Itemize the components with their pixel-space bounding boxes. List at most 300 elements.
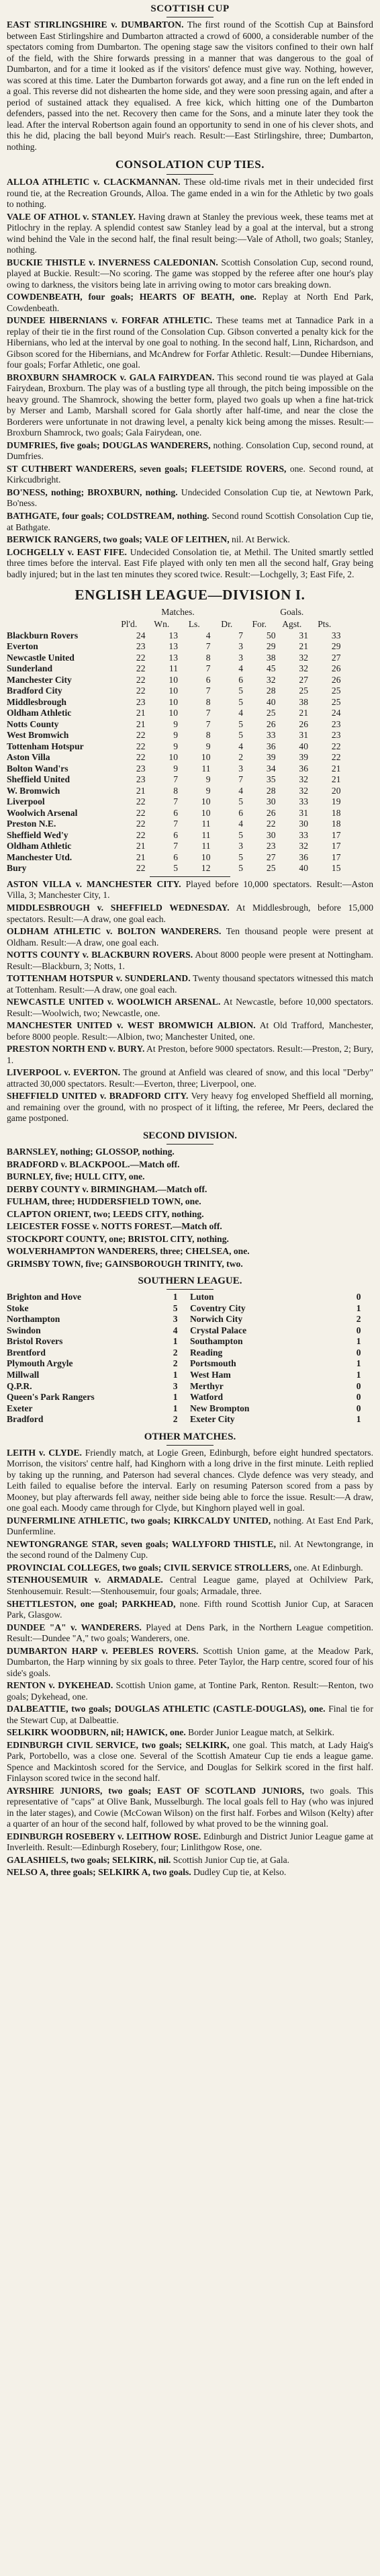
stat-d: 5 bbox=[238, 829, 243, 840]
table-row bbox=[7, 1358, 373, 1370]
table-row bbox=[7, 1403, 373, 1415]
stat-l: 12 bbox=[201, 863, 211, 874]
report-heading: PRESTON NORTH END v. BURY. bbox=[7, 1044, 145, 1054]
match-report bbox=[7, 487, 373, 509]
report-heading: LEITH v. CLYDE. bbox=[7, 1447, 82, 1458]
stat-w: 9 bbox=[173, 730, 178, 741]
report-heading: NOTTS COUNTY v. BLACKBURN ROVERS. bbox=[7, 950, 193, 960]
away-team: Portsmouth bbox=[189, 1358, 236, 1369]
stat-w: 13 bbox=[169, 641, 178, 652]
match-report bbox=[7, 1740, 373, 1784]
report-heading: BERWICK RANGERS, two goals; VALE OF LEITHEN, bbox=[7, 534, 230, 545]
stat-d: 4 bbox=[238, 741, 243, 751]
team-name: Liverpool bbox=[7, 796, 45, 807]
stat-a: 33 bbox=[299, 829, 308, 840]
table-row bbox=[7, 685, 373, 697]
home-team: Queen's Park Rangers bbox=[7, 1392, 95, 1403]
stat-a: 32 bbox=[299, 841, 308, 851]
goals-group-header: Goals. bbox=[280, 606, 304, 617]
table-row bbox=[7, 1347, 373, 1359]
team-name: Sunderland bbox=[7, 663, 53, 674]
report-heading: DUNDEE HIBERNIANS v. FORFAR ATHLETIC. bbox=[7, 315, 213, 326]
stat-pts: 29 bbox=[331, 641, 341, 652]
stat-pts: 24 bbox=[331, 708, 341, 718]
stat-f: 30 bbox=[266, 796, 276, 807]
table-row bbox=[7, 1325, 373, 1337]
row-spacer bbox=[341, 863, 374, 874]
stat-f: 22 bbox=[266, 819, 276, 829]
stat-f: 25 bbox=[266, 708, 276, 718]
stat-w: 6 bbox=[173, 807, 178, 818]
stat-a: 21 bbox=[299, 641, 308, 652]
table-row bbox=[7, 719, 373, 731]
report-text: Ten thousand people were present at Oldham. Result:—A draw, one goal each. bbox=[7, 926, 374, 948]
report-heading: RENTON v. DYKEHEAD. bbox=[7, 1680, 113, 1691]
table-row bbox=[7, 641, 373, 653]
stat-a: 30 bbox=[299, 819, 308, 829]
stat-f: 45 bbox=[266, 663, 276, 674]
team-name: Oldham Athletic bbox=[7, 708, 72, 718]
row-spacer bbox=[341, 808, 374, 819]
report-heading: LOCHGELLY v. EAST FIFE. bbox=[7, 546, 127, 557]
stat-pts: 33 bbox=[331, 630, 341, 640]
stat-a: 36 bbox=[299, 763, 308, 774]
report-text: Replay at North End Park, Cowdenbeath. bbox=[7, 292, 373, 313]
report-heading: DUMBARTON HARP v. PEEBLES ROVERS. bbox=[7, 1645, 199, 1656]
stat-w: 8 bbox=[173, 785, 178, 796]
away-score: 2 bbox=[356, 1314, 361, 1325]
report-text: Edinburgh and District Junior League game at Inverleith. Result:—Edinburgh Rosebery, four; Linlithgow Rose, one. bbox=[7, 1831, 373, 1853]
match-report bbox=[7, 1575, 373, 1597]
match-report bbox=[7, 1855, 373, 1866]
stat-d: 4 bbox=[238, 663, 243, 674]
row-spacer bbox=[341, 630, 374, 642]
stat-a: 32 bbox=[299, 774, 308, 785]
report-heading: OLDHAM ATHLETIC v. BOLTON WANDERERS. bbox=[7, 926, 222, 937]
report-text: Final tie for the Stewart Cup, at Dalbeattie. bbox=[7, 1704, 373, 1725]
match-report bbox=[7, 950, 373, 972]
stat-d: 3 bbox=[238, 841, 243, 851]
stat-p: 23 bbox=[136, 763, 146, 774]
result-line: GRIMSBY TOWN, five; GAINSBOROUGH TRINITY, two. bbox=[7, 1258, 243, 1269]
row-spacer bbox=[341, 752, 374, 763]
stat-pts: 25 bbox=[331, 696, 341, 707]
result-line: BRADFORD v. BLACKPOOL.—Match off. bbox=[7, 1159, 180, 1169]
table-row bbox=[7, 796, 373, 808]
stat-l: 10 bbox=[201, 796, 211, 807]
division-one-heading: ENGLISH LEAGUE—DIVISION I. bbox=[75, 587, 305, 604]
row-spacer bbox=[341, 841, 374, 852]
stat-p: 22 bbox=[136, 685, 146, 696]
report-text: Border Junior League match, at Selkirk. bbox=[185, 1727, 334, 1738]
stat-pts: 15 bbox=[331, 863, 341, 874]
away-score: 0 bbox=[356, 1392, 361, 1403]
team-name: Sheffield United bbox=[7, 774, 70, 785]
stat-p: 23 bbox=[136, 696, 146, 707]
stat-p: 21 bbox=[136, 851, 146, 862]
home-score: 1 bbox=[173, 1403, 178, 1413]
column-header: Agst. bbox=[282, 619, 302, 630]
column-header-spacer bbox=[341, 619, 374, 630]
stat-a: 33 bbox=[299, 796, 308, 807]
stat-d: 5 bbox=[238, 685, 243, 696]
stat-f: 39 bbox=[266, 752, 276, 763]
stat-d: 5 bbox=[238, 730, 243, 741]
team-name: Woolwich Arsenal bbox=[7, 807, 78, 818]
other-matches-heading: OTHER MATCHES. bbox=[144, 1431, 236, 1442]
report-heading: BROXBURN SHAMROCK v. GALA FAIRYDEAN. bbox=[7, 372, 215, 382]
table-row bbox=[7, 863, 373, 874]
team-name: Oldham Athletic bbox=[7, 841, 72, 851]
report-heading: VALE OF ATHOL v. STANLEY. bbox=[7, 211, 136, 222]
stat-l: 9 bbox=[205, 785, 211, 796]
match-report bbox=[7, 19, 373, 153]
column-header: Dr. bbox=[221, 619, 233, 630]
match-report bbox=[7, 257, 373, 291]
stat-w: 6 bbox=[173, 851, 178, 862]
away-team: Coventry City bbox=[189, 1302, 246, 1313]
stat-f: 25 bbox=[266, 863, 276, 874]
stat-pts: 17 bbox=[331, 829, 341, 840]
stat-p: 23 bbox=[136, 641, 146, 652]
row-spacer bbox=[341, 653, 374, 664]
report-text: one. At Edinburgh. bbox=[291, 1562, 363, 1573]
team-name: Aston Villa bbox=[7, 752, 50, 763]
table-row bbox=[7, 1370, 373, 1381]
report-heading: TOTTENHAM HOTSPUR v. SUNDERLAND. bbox=[7, 973, 191, 984]
report-text: At Old Trafford, Manchester, before 8000 people. Result:—Albion, two; Manchester United, one. bbox=[7, 1020, 373, 1042]
table-row bbox=[7, 819, 373, 830]
table-row bbox=[7, 786, 373, 797]
stat-l: 11 bbox=[201, 819, 211, 829]
table-row bbox=[7, 1414, 373, 1425]
stat-f: 26 bbox=[266, 718, 276, 729]
report-text: These teams met at Tannadice Park in a replay of their tie in the first round of the Consolation Cup. Gibson converted a penalty kick for the Hibernians, who led at the interval by one goal to nothing. In the second half, Linn, Richardson, and Gibson scored for the Hibernians, and McAndrew for Forfar Athletic. Result:—Dundee Hibernians, four goals; Forfar Athletic, one goal. bbox=[7, 315, 373, 370]
home-score: 4 bbox=[173, 1325, 178, 1335]
row-spacer bbox=[341, 697, 374, 708]
match-report bbox=[7, 1044, 373, 1066]
home-score: 3 bbox=[173, 1314, 178, 1325]
stat-w: 9 bbox=[173, 718, 178, 729]
stat-w: 5 bbox=[173, 863, 178, 874]
stat-f: 28 bbox=[266, 685, 276, 696]
stat-a: 40 bbox=[299, 741, 308, 751]
report-heading: STENHOUSEMUIR v. ARMADALE. bbox=[7, 1575, 163, 1585]
report-text: one. Second round, at Kirkcudbright. bbox=[7, 463, 374, 485]
stat-pts: 17 bbox=[331, 851, 341, 862]
stat-pts: 18 bbox=[331, 807, 341, 818]
home-team: Q.P.R. bbox=[7, 1380, 32, 1391]
report-text: Dudley Cup tie, at Kelso. bbox=[191, 1867, 287, 1878]
stat-a: 31 bbox=[299, 630, 308, 640]
away-score: 0 bbox=[356, 1403, 361, 1413]
report-text: none. Fifth round Scottish Junior Cup, at Saracen Park, Glasgow. bbox=[7, 1598, 373, 1620]
divider bbox=[167, 1445, 213, 1446]
stat-a: 32 bbox=[299, 663, 308, 674]
stat-pts: 23 bbox=[331, 718, 341, 729]
report-heading: BUCKIE THISTLE v. INVERNESS CALEDONIAN. bbox=[7, 257, 218, 267]
report-text: Scottish Union game, at Tontine Park, Renton. Result:—Renton, two goals; Dykehead, one. bbox=[7, 1680, 373, 1702]
home-score: 2 bbox=[173, 1358, 178, 1369]
away-score: 1 bbox=[356, 1302, 361, 1313]
stat-a: 27 bbox=[299, 674, 308, 685]
table-row bbox=[7, 808, 373, 819]
result-line: WOLVERHAMPTON WANDERERS, three; CHELSEA, one. bbox=[7, 1246, 250, 1257]
home-team: Millwall bbox=[7, 1370, 40, 1380]
away-team: Crystal Palace bbox=[189, 1325, 247, 1335]
table-row bbox=[7, 763, 373, 775]
report-text: nothing. At East End Park, Dunfermline. bbox=[7, 1515, 374, 1537]
match-report bbox=[7, 1704, 373, 1726]
table-row bbox=[7, 1381, 373, 1393]
home-team: Brighton and Hove bbox=[7, 1292, 82, 1302]
stat-d: 7 bbox=[238, 630, 243, 640]
report-heading: SHETTLESTON, one goal; PARKHEAD, bbox=[7, 1598, 176, 1609]
table-row bbox=[7, 1292, 373, 1303]
stat-a: 40 bbox=[299, 863, 308, 874]
row-spacer bbox=[341, 852, 374, 864]
match-report bbox=[7, 879, 373, 901]
home-team: Exeter bbox=[7, 1403, 33, 1413]
table-row bbox=[7, 697, 373, 708]
match-report bbox=[7, 1646, 373, 1679]
home-score: 2 bbox=[173, 1414, 178, 1425]
report-heading: COWDENBEATH, four goals; HEARTS OF BEATH, one. bbox=[7, 292, 256, 302]
team-name: Tottenham Hotspur bbox=[7, 741, 84, 751]
stat-l: 4 bbox=[205, 630, 211, 640]
table-row bbox=[7, 1336, 373, 1347]
report-heading: NEWTONGRANGE STAR, seven goals; WALLYFORD THISTLE, bbox=[7, 1538, 276, 1549]
match-report bbox=[7, 372, 373, 439]
league-table bbox=[7, 630, 373, 874]
stat-f: 32 bbox=[266, 674, 276, 685]
stat-w: 9 bbox=[173, 741, 178, 751]
report-text: Central League game, played at Ochilview Park, Stenhousemuir. Result:—Stenhousemuir, four goals; Armadale, three. bbox=[7, 1575, 374, 1596]
match-report bbox=[7, 1067, 373, 1089]
report-text: At Newcastle, before 10,000 spectators. Result:—Woolwich, two; Newcastle, one. bbox=[7, 997, 373, 1018]
away-team: Reading bbox=[189, 1347, 223, 1358]
table-row bbox=[7, 1303, 373, 1315]
home-team: Northampton bbox=[7, 1314, 60, 1325]
stat-p: 22 bbox=[136, 741, 146, 751]
stat-pts: 26 bbox=[331, 674, 341, 685]
stat-w: 10 bbox=[169, 685, 178, 696]
report-heading: AYRSHIRE JUNIORS, two goals; EAST OF SCOTLAND JUNIORS, bbox=[7, 1785, 304, 1796]
report-text: Undecided Consolation tie, at Methil. The United smartly settled three times before the interval. East Fife played with only ten men all the second half, Gray being badly injured; but in the last ten minutes they scored twice. Result:—Lochgelly, 3; East Fife, 2. bbox=[7, 546, 374, 579]
stat-a: 31 bbox=[299, 807, 308, 818]
stat-a: 21 bbox=[299, 708, 308, 718]
report-text: Played before 10,000 spectators. Result:—Aston Villa, 3; Manchester City, 1. bbox=[7, 878, 373, 901]
row-spacer bbox=[341, 730, 374, 741]
southern-league-results bbox=[7, 1292, 373, 1425]
result-line: LEICESTER FOSSE v. NOTTS FOREST.—Match off. bbox=[7, 1221, 222, 1232]
stat-l: 8 bbox=[205, 696, 211, 707]
report-text: These old-time rivals met in their undecided first round tie, at the Recreation Grounds, Alloa. The game ended in a win for the Athletic by two goals to nothing. bbox=[7, 177, 373, 210]
stat-f: 33 bbox=[266, 730, 276, 741]
stat-d: 4 bbox=[238, 819, 243, 829]
team-name: Bolton Wand'rs bbox=[7, 763, 68, 774]
report-text: one goal. This match, at Lady Haig's Park, Portobello, was a close one. Several of the Scottish Amateur Cup tie ends a league game. Spence and Mackintosh scored for the Service, and Douglas for Selkirk scored in the first half. Finlayson scored twice in the second half. bbox=[7, 1739, 373, 1784]
match-report bbox=[7, 1563, 373, 1574]
column-header: Ls. bbox=[188, 619, 200, 630]
stat-w: 13 bbox=[169, 652, 178, 663]
division-one-reports bbox=[7, 879, 373, 1124]
stat-l: 10 bbox=[201, 752, 211, 763]
stat-w: 10 bbox=[169, 696, 178, 707]
stat-p: 22 bbox=[136, 819, 146, 829]
report-heading: SHEFFIELD UNITED v. BRADFORD CITY. bbox=[7, 1091, 189, 1102]
stat-l: 9 bbox=[205, 774, 211, 785]
report-heading: LIVERPOOL v. EVERTON. bbox=[7, 1067, 121, 1078]
stat-w: 10 bbox=[169, 674, 178, 685]
stat-d: 7 bbox=[238, 774, 243, 785]
report-heading: ST CUTHBERT WANDERERS, seven goals; FLEETSIDE ROVERS, bbox=[7, 463, 287, 474]
stat-p: 22 bbox=[136, 829, 146, 840]
report-text: Very heavy fog enveloped Sheffield all morning, and remaining over the ground, with no prospect of it lifting, the referee, Mr Peers, declared the game postponed. bbox=[7, 1091, 373, 1124]
row-spacer bbox=[341, 708, 374, 719]
match-report bbox=[7, 1515, 373, 1538]
stat-w: 7 bbox=[173, 819, 178, 829]
stat-w: 9 bbox=[173, 763, 178, 774]
stat-f: 28 bbox=[266, 785, 276, 796]
consolation-cup-heading: CONSOLATION CUP TIES. bbox=[115, 158, 265, 171]
stat-l: 7 bbox=[205, 641, 211, 652]
stat-d: 5 bbox=[238, 796, 243, 807]
stat-pts: 23 bbox=[331, 730, 341, 741]
result-line: DERBY COUNTY v. BIRMINGHAM.—Match off. bbox=[7, 1183, 207, 1194]
stat-w: 10 bbox=[169, 708, 178, 718]
report-text: Second round Scottish Consolation Cup tie, at Bathgate. bbox=[7, 511, 373, 532]
table-row bbox=[7, 774, 373, 786]
away-score: 0 bbox=[356, 1325, 361, 1335]
away-score: 1 bbox=[356, 1414, 361, 1425]
scottish-cup-heading: SCOTTISH CUP bbox=[150, 3, 230, 14]
result-line: BARNSLEY, nothing; GLOSSOP, nothing. bbox=[7, 1147, 175, 1157]
report-text: About 8000 people were present at Nottingham. Result:—Blackburn, 3; Notts, 1. bbox=[7, 950, 373, 971]
divider bbox=[167, 1289, 213, 1290]
matches-group-header: Matches. bbox=[161, 606, 195, 617]
report-text: nil. At Newtongrange, in the second round of the Dalmeny Cup. bbox=[7, 1538, 373, 1561]
match-report bbox=[7, 547, 373, 581]
southern-league-heading: SOUTHERN LEAGUE. bbox=[138, 1276, 242, 1287]
other-matches-reports bbox=[7, 1448, 373, 1878]
stat-pts: 22 bbox=[331, 752, 341, 763]
stat-w: 11 bbox=[169, 663, 178, 674]
second-division-heading: SECOND DIVISION. bbox=[142, 1130, 238, 1141]
report-heading: DUNFERMLINE ATHLETIC, two goals; KIRKCALDY UNITED, bbox=[7, 1515, 271, 1526]
consolation-cup-reports bbox=[7, 177, 373, 580]
row-spacer bbox=[341, 719, 374, 731]
report-text: The ground at Anfield was cleared of snow, and this local "Derby" attracted 30,000 spectators. Result:—Everton, three; Liverpool, one. bbox=[7, 1067, 374, 1089]
report-text: Twenty thousand spectators witnessed this match at Tottenham. Result:—A draw, one goal each. bbox=[7, 973, 373, 995]
report-heading: EDINBURGH CIVIL SERVICE, two goals; SELKIRK, bbox=[7, 1739, 230, 1750]
stat-l: 8 bbox=[205, 652, 211, 663]
team-name: Everton bbox=[7, 641, 38, 652]
report-heading: MIDDLESBROUGH v. SHEFFIELD WEDNESDAY. bbox=[7, 903, 230, 913]
result-line: STOCKPORT COUNTY, one; BRISTOL CITY, nothing. bbox=[7, 1233, 229, 1244]
stat-d: 5 bbox=[238, 863, 243, 874]
stat-pts: 27 bbox=[331, 652, 341, 663]
stat-pts: 21 bbox=[331, 763, 341, 774]
result-line: FULHAM, three; HUDDERSFIELD TOWN, one. bbox=[7, 1196, 201, 1207]
stat-p: 21 bbox=[136, 708, 146, 718]
report-heading: NELSO A, three goals; SELKIRK A, two goals. bbox=[7, 1867, 191, 1878]
match-report bbox=[7, 1680, 373, 1702]
stat-l: 7 bbox=[205, 685, 211, 696]
away-team: New Brompton bbox=[189, 1403, 250, 1413]
stat-f: 27 bbox=[266, 851, 276, 862]
home-score: 1 bbox=[173, 1292, 178, 1302]
stat-p: 22 bbox=[136, 796, 146, 807]
away-score: 0 bbox=[356, 1347, 361, 1358]
divider bbox=[167, 1144, 213, 1145]
stat-d: 3 bbox=[238, 763, 243, 774]
scottish-cup-reports bbox=[7, 19, 373, 153]
match-report bbox=[7, 440, 373, 462]
away-team: Southampton bbox=[189, 1336, 243, 1347]
table-row bbox=[7, 675, 373, 686]
table-row bbox=[7, 830, 373, 841]
stat-w: 13 bbox=[169, 630, 178, 640]
report-heading: GALASHIELS, two goals; SELKIRK, nil. bbox=[7, 1854, 171, 1865]
stat-p: 23 bbox=[136, 774, 146, 785]
row-spacer bbox=[341, 641, 374, 653]
column-header: Pl'd. bbox=[121, 619, 138, 630]
table-row bbox=[7, 730, 373, 741]
away-score: 1 bbox=[356, 1370, 361, 1380]
report-text: nothing. Consolation Cup, second round, at Dumfries. bbox=[7, 440, 373, 462]
report-heading: EDINBURGH ROSEBERY v. LEITHOW ROSE. bbox=[7, 1831, 201, 1841]
table-row bbox=[7, 841, 373, 852]
column-header: Wn. bbox=[154, 619, 170, 630]
stat-pts: 17 bbox=[331, 841, 341, 851]
match-report bbox=[7, 1831, 373, 1854]
home-team: Swindon bbox=[7, 1325, 41, 1335]
home-team: Bradford bbox=[7, 1414, 44, 1425]
report-text: Scottish Union game, at the Meadow Park, Dumbarton, the Harp winning by six goals to three. Peter Taylor, the Harp centre, scored four of his side's goals. bbox=[7, 1645, 374, 1678]
stat-w: 7 bbox=[173, 841, 178, 851]
away-team: Norwich City bbox=[189, 1314, 243, 1325]
stat-w: 7 bbox=[173, 774, 178, 785]
stat-f: 26 bbox=[266, 807, 276, 818]
team-name: Newcastle United bbox=[7, 652, 75, 663]
report-text: This second round tie was played at Gala Fairydean, Broxburn. The play was of a bustling type all through, the pitch being impossible on the heavy ground. The Shamrock, showing the better form, played two goals up when a fine hat-trick by Merser and Lamb, Marshall scored for Gala shortly after half-time, and near the close the Borderers were unfortunate in not drawing level, a penalty kick being among the misses. Result:—Broxburn Shamrock, two goals; Gala Fairydean, one. bbox=[7, 372, 373, 438]
stat-a: 26 bbox=[299, 718, 308, 729]
report-text: The first round of the Scottish Cup at Bainsford between East Stirlingshire and Dumbarton attracted a crowd of 6000, a considerable number of the spectators coming from Dumbarton. The opening stage saw the visitors confined to their own half of the field, with the Shire forwards pressing in a manner that was dangerous to the goal of Dumbarton, and for a time it looked as if the visitors' defence must give way. Nothing, however, was scored at this time. Later the Dumbarton forwards got away, and a fine run on the left ended in a goal. This reverse did not dishearten the home side, and they were soon pressing again, and after a period of sustained attack they equalised. A free kick, which hitting one of the Dumbarton defenders, passed into the net. Recovery then came for the Sons, and a minute later they took the lead. After the interval Robertson again found an opportunity to send in one of his clever shots, and this he did, placing the ball beyond Muir's reach. Result:—East Stirlingshire, three; Dumbarton, nothing. bbox=[7, 19, 373, 152]
stat-f: 35 bbox=[266, 774, 276, 785]
home-team: Plymouth Argyle bbox=[7, 1358, 73, 1369]
match-report bbox=[7, 1867, 373, 1878]
stat-a: 31 bbox=[299, 730, 308, 741]
stat-p: 21 bbox=[136, 785, 146, 796]
league-table-group-header bbox=[7, 607, 373, 618]
stat-a: 36 bbox=[299, 851, 308, 862]
row-spacer bbox=[341, 830, 374, 841]
home-score: 1 bbox=[173, 1336, 178, 1347]
stat-a: 25 bbox=[299, 685, 308, 696]
report-heading: DUMFRIES, five goals; DOUGLAS WANDERERS, bbox=[7, 440, 211, 450]
stat-l: 6 bbox=[205, 674, 211, 685]
match-report bbox=[7, 997, 373, 1019]
report-text: Scottish Consolation Cup, second round, played at Buckie. Result:—No scoring. The game was stopped by the referee after one hour's play owing to darkness, the visitors being late in arriving owing to motor cars breaking down. bbox=[7, 257, 373, 290]
match-report bbox=[7, 1020, 373, 1042]
divider bbox=[167, 174, 213, 175]
stat-p: 24 bbox=[136, 630, 146, 640]
stat-d: 5 bbox=[238, 718, 243, 729]
row-spacer bbox=[341, 796, 374, 808]
home-team: Bristol Rovers bbox=[7, 1336, 63, 1347]
stat-p: 22 bbox=[136, 752, 146, 763]
